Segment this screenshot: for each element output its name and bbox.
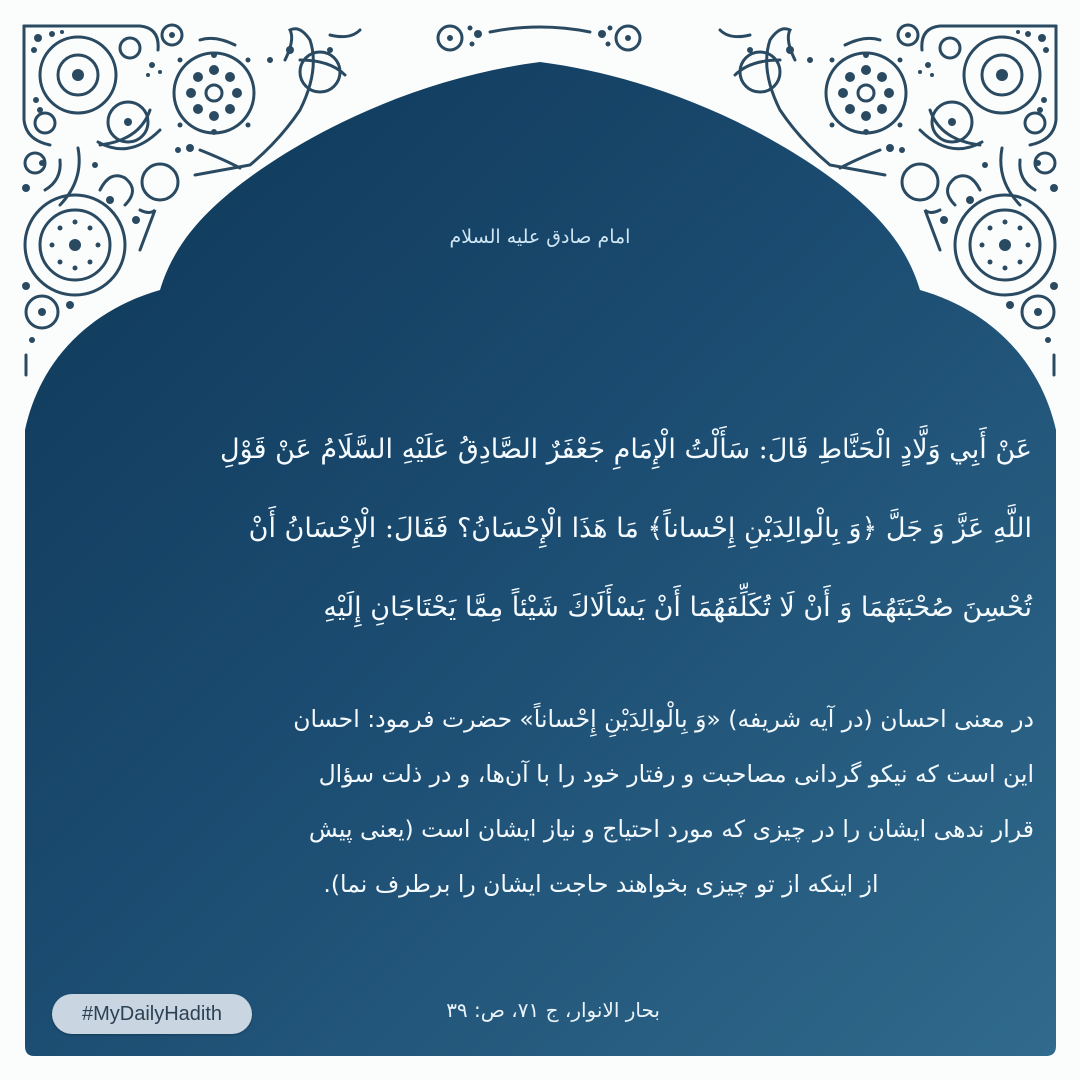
source-citation: بحار الانوار، ج ۷۱، ص: ۳۹: [446, 998, 660, 1022]
persian-line: این است که نیکو گردانی مصاحبت و رفتار خود را با آن‌ها، و در ذلت سؤال: [318, 760, 1034, 788]
persian-line: در معنی احسان (در آیه شریفه) «وَ بِالْوالِدَیْنِ إِحْساناً» حضرت فرمود: احسان: [293, 705, 1034, 733]
arabic-line: عَنْ أَبِي وَلَّادٍ الْحَنَّاطِ قَالَ: سَأَلْتُ الْإِمَامِ جَعْفَرٌ الصَّادِقُ عَلَيْهِ السَّلَامُ عَنْ قَوْلِ: [220, 434, 1032, 465]
arabic-line: تُحْسِنَ صُحْبَتَهُمَا وَ أَنْ لَا تُكَلِّفَهُمَا أَنْ يَسْأَلَاكَ شَيْئاً مِمَّا يَحْتَاجَانِ إِلَيْهِ: [323, 592, 1032, 623]
persian-line: قرار ندهی ایشان را در چیزی که مورد احتیاج و نیاز ایشان است (یعنی پیش: [308, 815, 1034, 843]
persian-line: از اینکه از تو چیزی بخواهند حاجت ایشان را برطرف نما).: [323, 870, 879, 898]
persian-translation: [88, 692, 1034, 912]
arabic-line: اللَّهِ عَزَّ وَ جَلَّ ﴿وَ بِالْوالِدَيْنِ إِحْساناً﴾ مَا هَذَا الْإِحْسَانُ؟ فَقَالَ: الْإِحْسَانُ أَنْ: [248, 513, 1032, 544]
hadith-arabic-text: [90, 410, 1032, 647]
hashtag-badge: #MyDailyHadith: [52, 994, 252, 1034]
narrator-title: امام صادق علیه السلام: [449, 226, 631, 248]
